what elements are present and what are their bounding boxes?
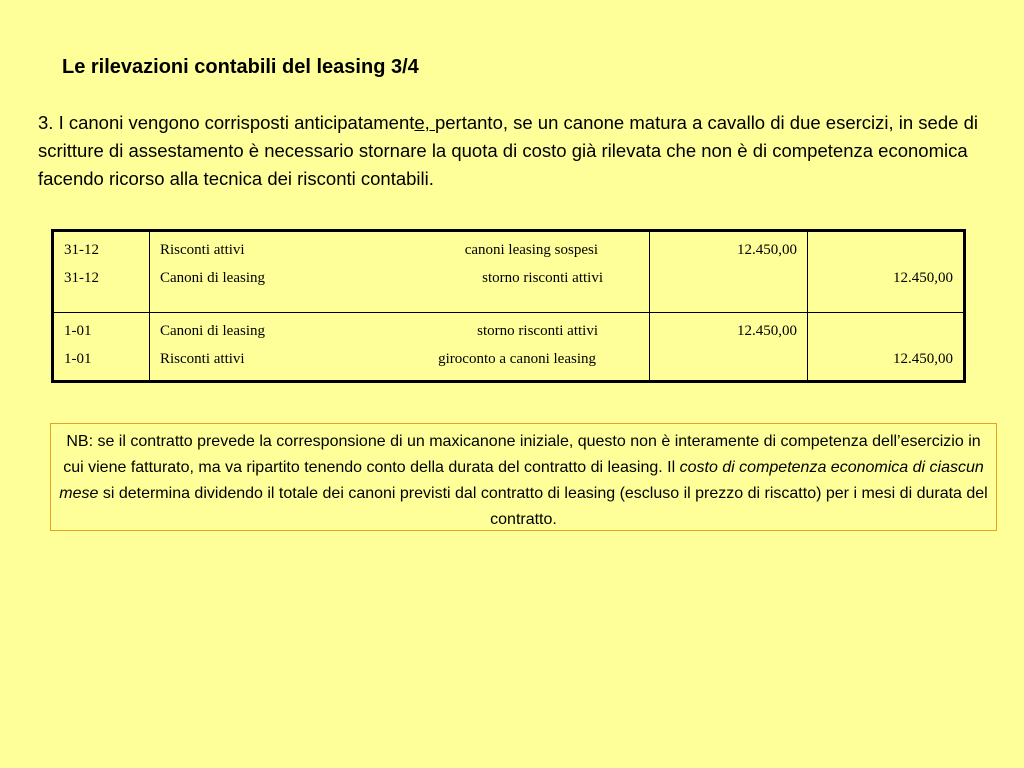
debit-amount: 12.450,00 — [737, 322, 797, 339]
entry-date: 31-12 — [64, 270, 99, 286]
date-cell — [53, 312, 150, 381]
debit-amount — [660, 268, 797, 296]
entry-note: storno risconti attivi — [482, 270, 603, 286]
nb-note-box — [50, 423, 997, 531]
nb-text-end: si determina dividendo il totale dei canoni previsti dal contratto di leasing (escluso il prezzo di riscatto) per i mesi di durata del contratto. — [98, 485, 988, 528]
account-name: Canoni di leasing — [160, 270, 265, 286]
credit-amount — [818, 321, 953, 349]
nb-emphasis: costo di competenza economica di ciascun mese — [59, 459, 984, 502]
entry-date: 1-01 — [64, 322, 92, 339]
date-cell — [53, 231, 150, 313]
entry-line — [160, 240, 639, 268]
intro-text-underlined: e, — [414, 112, 435, 133]
debit-amount — [660, 349, 797, 377]
intro-text-end: pertanto, se un canone matura a cavallo di due esercizi, in sede di scritture di assestamento è necessario stornare la quota di costo già rilevata che non è di competenza economica facendo ricorso alla tecnica dei risconti contabili. — [38, 112, 978, 189]
intro-text-start: 3. I canoni vengono corrisposti anticipatament — [38, 112, 415, 133]
debit-amount: 12.450,00 — [737, 242, 797, 258]
description-cell — [150, 312, 650, 381]
journal-entry-reopening — [53, 312, 965, 381]
entry-line — [160, 268, 639, 296]
account-name: Risconti attivi — [160, 242, 245, 258]
entry-note: canoni leasing sospesi — [464, 242, 598, 258]
entry-date: 1-01 — [64, 350, 92, 367]
intro-paragraph — [38, 109, 998, 193]
entry-note: storno risconti attivi — [477, 322, 598, 339]
account-name: Risconti attivi — [160, 350, 245, 367]
credit-cell — [808, 312, 965, 381]
debit-cell — [650, 312, 808, 381]
debit-cell — [650, 231, 808, 313]
slide-title: Le rilevazioni contabili del leasing 3/4 — [62, 56, 419, 78]
credit-amount: 12.450,00 — [893, 350, 953, 367]
credit-cell — [808, 231, 965, 313]
description-cell — [150, 231, 650, 313]
entry-line — [160, 321, 639, 349]
account-name: Canoni di leasing — [160, 322, 265, 339]
entry-note: giroconto a canoni leasing — [438, 350, 596, 367]
credit-amount: 12.450,00 — [893, 270, 953, 286]
journal-entry-year-end — [53, 231, 965, 313]
journal-entries-table — [51, 229, 966, 383]
entry-line — [160, 349, 639, 377]
entry-date: 31-12 — [64, 242, 99, 258]
nb-text-start: NB: se il contratto prevede la corresponsione di un maxicanone iniziale, questo non è interamente di competenza dell’esercizio in cui viene fatturato, ma va ripartito tenendo conto della durata del contratto di leasing. Il — [63, 433, 981, 476]
credit-amount — [818, 240, 953, 268]
